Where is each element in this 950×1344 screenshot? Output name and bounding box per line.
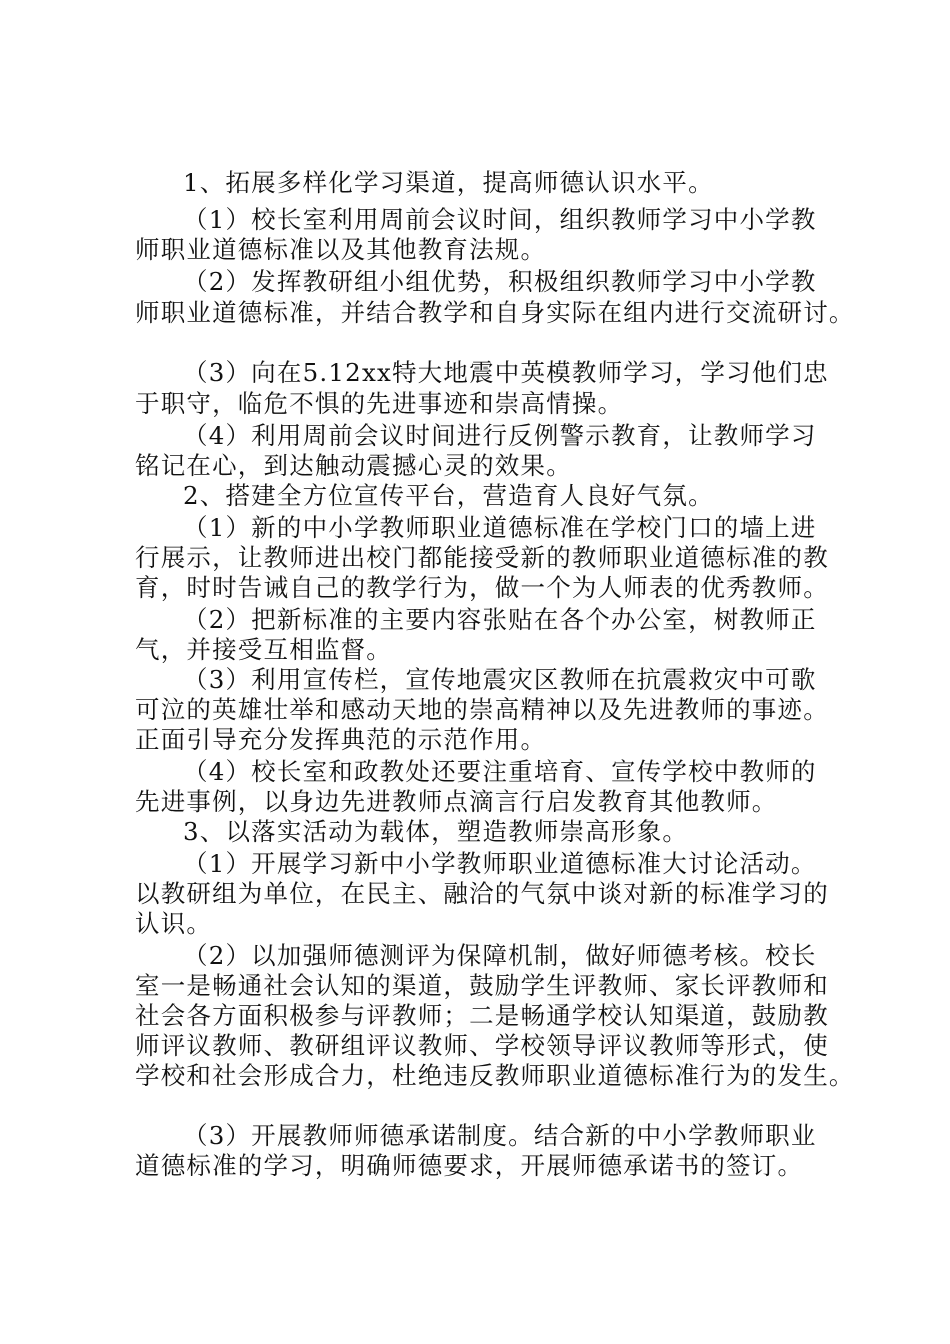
paragraph-line: （1）开展学习新中小学教师职业道德标准大讨论活动。 (183, 849, 817, 878)
paragraph-line: 于职守，临危不惧的先进事迹和崇高情操。 (135, 389, 624, 418)
paragraph-line: （2）以加强师德测评为保障机制，做好师德考核。校长 (183, 941, 817, 970)
paragraph-line: 师职业道德标准以及其他教育法规。 (135, 235, 547, 264)
paragraph-line: （3）向在5.12xx特大地震中英模教师学习，学习他们忠 (183, 358, 829, 387)
paragraph-line: 先进事例，以身边先进教师点滴言行启发教育其他教师。 (135, 787, 778, 816)
paragraph-line: 正面引导充分发挥典范的示范作用。 (135, 725, 547, 754)
paragraph-line: 铭记在心，到达触动震撼心灵的效果。 (135, 451, 572, 480)
paragraph-line: 室一是畅通社会认知的渠道，鼓励学生评教师、家长评教师和 (135, 971, 829, 1000)
paragraph-line: 道德标准的学习，明确师德要求，开展师德承诺书的签订。 (135, 1151, 804, 1180)
section-heading-1: 1、拓展多样化学习渠道，提高师德认识水平。 (183, 168, 714, 197)
paragraph-line: （1）新的中小学教师职业道德标准在学校门口的墙上进 (183, 513, 817, 542)
paragraph-line: 社会各方面积极参与评教师；二是畅通学校认知渠道，鼓励教 (135, 1001, 829, 1030)
paragraph-line: （2）发挥教研组小组优势，积极组织教师学习中小学教 (183, 267, 817, 296)
section-heading-3: 3、以落实活动为载体，塑造教师崇高形象。 (183, 817, 689, 846)
paragraph-line: （2）把新标准的主要内容张贴在各个办公室，树教师正 (183, 605, 817, 634)
paragraph-line: 行展示，让教师进出校门都能接受新的教师职业道德标准的教 (135, 543, 829, 572)
section-heading-2: 2、搭建全方位宣传平台，营造育人良好气氛。 (183, 481, 714, 510)
paragraph-line: 气，并接受互相监督。 (135, 635, 392, 664)
paragraph-line: （3）利用宣传栏，宣传地震灾区教师在抗震救灾中可歌 (183, 665, 817, 694)
paragraph-line: （1）校长室利用周前会议时间，组织教师学习中小学教 (183, 205, 817, 234)
paragraph-line: （4）利用周前会议时间进行反例警示教育，让教师学习 (183, 421, 817, 450)
paragraph-line: 师职业道德标准，并结合教学和自身实际在组内进行交流研讨。 (135, 298, 855, 327)
paragraph-line: （4）校长室和政教处还要注重培育、宣传学校中教师的 (183, 757, 817, 786)
paragraph-line: 以教研组为单位，在民主、融洽的气氛中谈对新的标准学习的 (135, 879, 829, 908)
paragraph-line: （3）开展教师师德承诺制度。结合新的中小学教师职业 (183, 1121, 817, 1150)
paragraph-line: 育，时时告诫自己的教学行为，做一个为人师表的优秀教师。 (135, 573, 829, 602)
paragraph-line: 认识。 (135, 909, 213, 938)
paragraph-line: 可泣的英雄壮举和感动天地的崇高精神以及先进教师的事迹。 (135, 695, 829, 724)
paragraph-line: 学校和社会形成合力，杜绝违反教师职业道德标准行为的发生。 (135, 1061, 855, 1090)
paragraph-line: 师评议教师、教研组评议教师、学校领导评议教师等形式，使 (135, 1031, 829, 1060)
